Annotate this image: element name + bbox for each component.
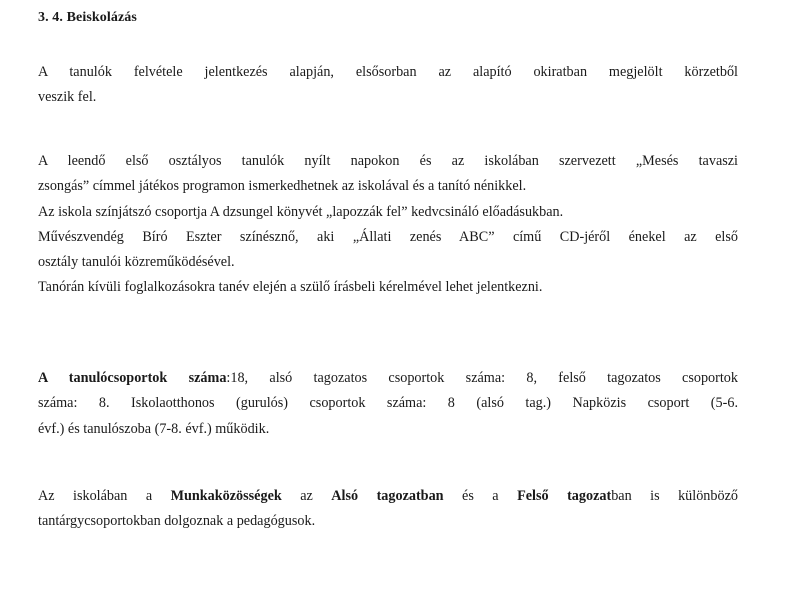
section-heading: 3. 4. Beiskolázás xyxy=(38,10,137,25)
text-line: tantárgycsoportokban dolgoznak a pedagógusok. xyxy=(38,513,316,530)
text-line: Művészvendég Bíró Eszter színésznő, aki „Állati zenés ABC” című CD-jéről énekel az első xyxy=(38,228,738,245)
paragraph-admission xyxy=(38,60,738,111)
text-line: zsongás” címmel játékos programon ismerkedhetnek az iskolával és a tanító nénikkel. xyxy=(38,178,527,195)
text-segment: Az iskolában a xyxy=(38,488,171,504)
text-line: Tanórán kívüli foglalkozásokra tanév elején a szülő írásbeli kérelmével lehet jelentkezni. xyxy=(38,279,543,296)
text-line: veszik fel. xyxy=(38,89,97,106)
text-line: Az iskola színjátszó csoportja A dzsungel könyvét „lapozzák fel” kedvcsináló előadásukban. xyxy=(38,203,564,220)
text-line: A tanulók felvétele jelentkezés alapján, elsősorban az alapító okiratban megjelölt körzetből xyxy=(38,64,738,80)
text-line: A leendő első osztályos tanulók nyílt napokon és az iskolában szervezett „Mesés tavaszi xyxy=(38,153,738,169)
text-segment: és a xyxy=(443,488,518,504)
text-segment: az xyxy=(281,488,332,504)
paragraph-student-groups xyxy=(38,366,738,442)
paragraph-work-communities xyxy=(38,484,738,535)
text-segment: :18, alsó tagozatos csoportok száma: 8, felső tagozatos csoportok xyxy=(226,370,738,386)
text-line: évf.) és tanulószoba (7-8. évf.) működik. xyxy=(38,420,270,437)
text-line: száma: 8. Iskolaotthonos (gurulós) csoportok száma: 8 (alsó tag.) Napközis csoport (5-6. xyxy=(38,395,738,412)
bold-term: Munkaközösségek xyxy=(170,488,282,504)
text-line xyxy=(38,366,738,391)
bold-term: A tanulócsoportok száma xyxy=(38,370,227,386)
text-line xyxy=(38,484,738,509)
paragraph-first-graders xyxy=(38,149,738,301)
bold-term: Alsó tagozatban xyxy=(331,488,444,504)
text-segment: ban is különböző xyxy=(611,488,738,504)
bold-term: Felső tagozat xyxy=(517,488,612,504)
text-line: osztály tanulói közreműködésével. xyxy=(38,254,235,271)
